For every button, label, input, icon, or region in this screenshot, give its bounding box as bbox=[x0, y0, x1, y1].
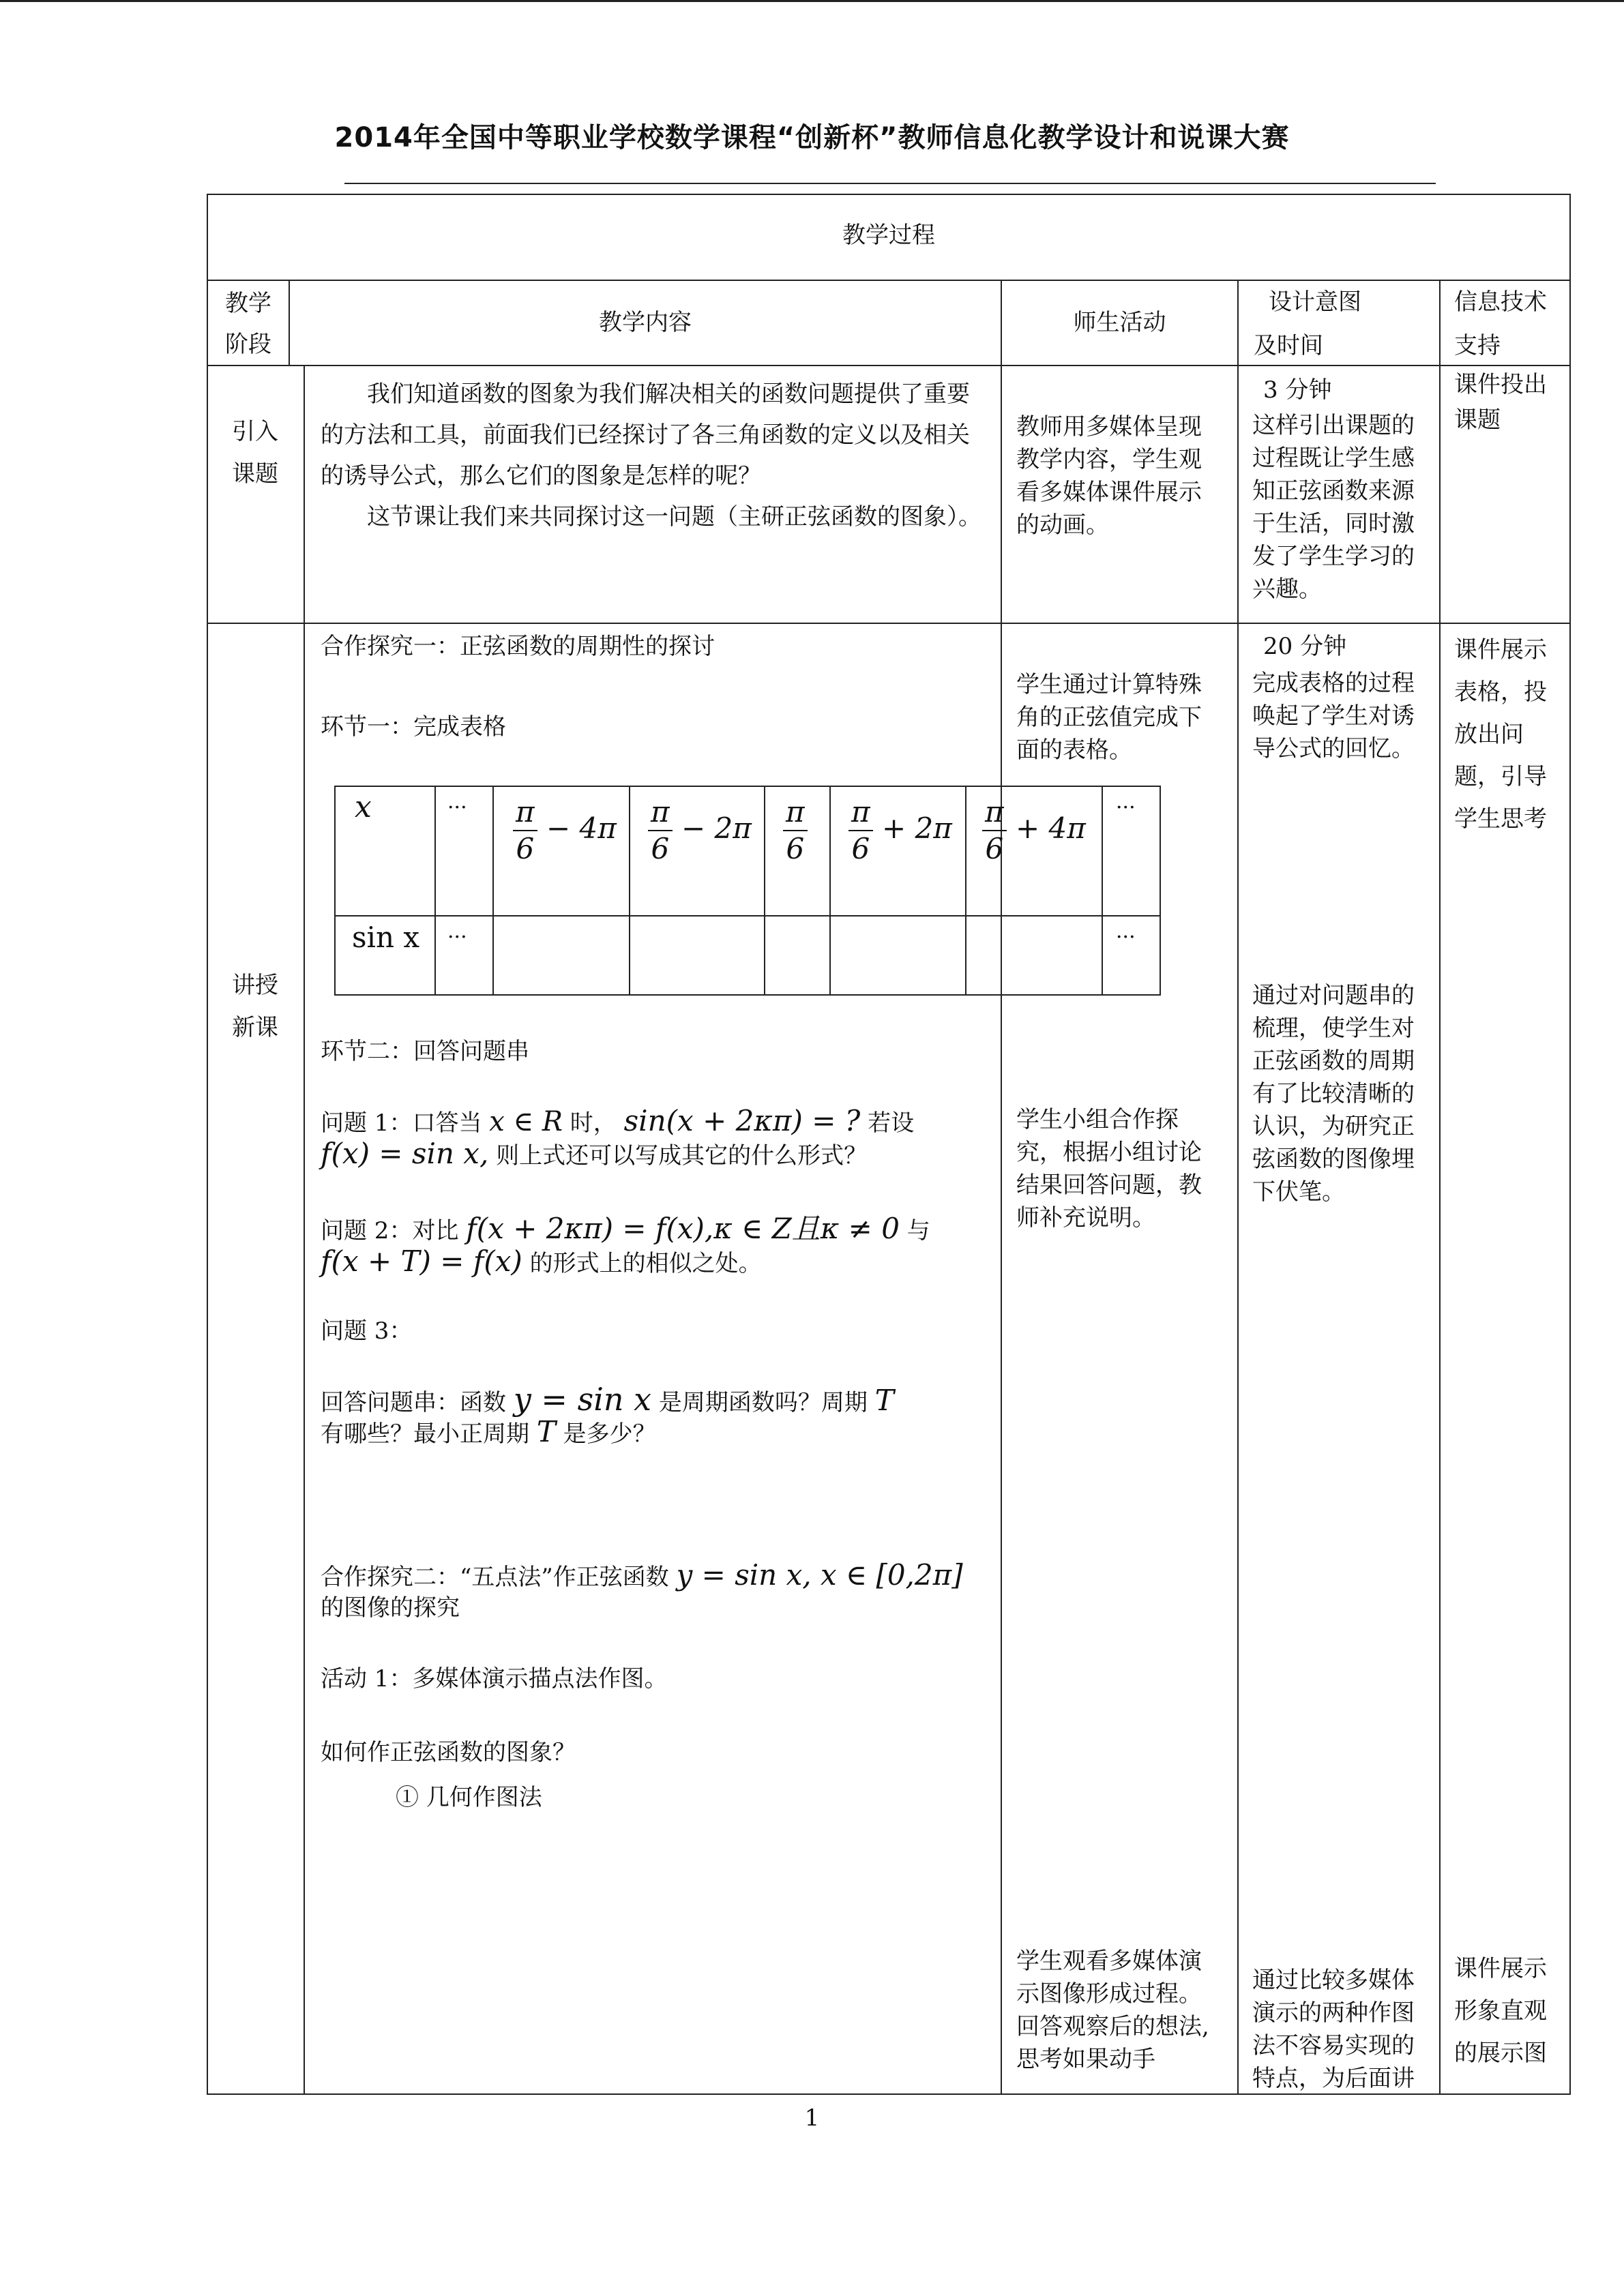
header-it-line1: 信息技术 bbox=[1454, 288, 1547, 316]
frac-den: 6 bbox=[851, 832, 870, 865]
cell-dots-4: ··· bbox=[1116, 925, 1136, 949]
cell-pi6-plus2pi bbox=[848, 794, 952, 867]
q4-y-sinx: y = sin x bbox=[513, 1381, 652, 1418]
plus-4pi: + 4π bbox=[1015, 811, 1086, 845]
q4-t-2: T bbox=[536, 1415, 556, 1448]
q4-text-c: 有哪些？最小正周期 bbox=[321, 1420, 529, 1448]
inner-col-7 bbox=[1102, 786, 1103, 996]
frac-num: π bbox=[648, 794, 673, 831]
lecture-it-a: 课件展示表格，投放出问题，引导学生思考 bbox=[1454, 636, 1547, 833]
col-rule-4 bbox=[1439, 280, 1441, 2095]
frac-den: 6 bbox=[651, 832, 670, 865]
header-activity: 师生活动 bbox=[1073, 309, 1166, 336]
how-to-graph: 如何作正弦函数的图象？ bbox=[321, 1739, 576, 1766]
frac-num: π bbox=[513, 794, 537, 831]
q1-text-a: 问题 1：口答当 bbox=[321, 1109, 482, 1137]
cell-pi6-minus4pi bbox=[513, 794, 617, 867]
document-title: 2014年全国中等职业学校数学课程“创新杯”教师信息化教学设计和说课大赛 bbox=[334, 122, 1290, 153]
q2-f-period: f(x + 2κπ) = f(x),κ ∈ Z且κ ≠ 0 bbox=[466, 1212, 900, 1245]
q2-f-t: f(x + T) = f(x) bbox=[321, 1244, 522, 1278]
inner-col-6 bbox=[965, 786, 966, 996]
top-border bbox=[0, 0, 1624, 2]
q4-t-1: T bbox=[874, 1384, 894, 1417]
explore2-text-a: 合作探究二：“五点法”作正弦函数 bbox=[321, 1564, 669, 1591]
explore2-line1 bbox=[321, 1559, 989, 1594]
cell-sinx bbox=[352, 921, 419, 955]
cell-pi6-minus2pi bbox=[648, 794, 752, 867]
rule-intro bbox=[207, 623, 1571, 624]
lecture-activity-a: 学生通过计算特殊角的正弦值完成下面的表格。 bbox=[1016, 671, 1202, 764]
intro-it-support: 课件投出课题 bbox=[1454, 371, 1547, 434]
inner-col-4 bbox=[764, 786, 765, 996]
header-content: 教学内容 bbox=[599, 309, 692, 336]
intro-content-p2: 这节课让我们来共同探讨这一问题（主研正弦函数的图象）。 bbox=[367, 503, 981, 531]
intro-design: 这样引出课题的过程既让学生感知正弦函数来源于生活，同时激发了学生学习的兴趣。 bbox=[1252, 412, 1415, 603]
sinx-label: sin x bbox=[352, 921, 420, 954]
col-rule-2 bbox=[1001, 280, 1002, 2095]
cell-dots-3: ··· bbox=[447, 925, 467, 949]
col-rule-3 bbox=[1237, 280, 1239, 2095]
q4-text-d: 是多少？ bbox=[563, 1420, 656, 1448]
q1-text-c: 若设 bbox=[868, 1109, 915, 1137]
header-stage-line2: 阶段 bbox=[225, 331, 271, 358]
minus-4pi: − 4π bbox=[546, 811, 617, 845]
frac-den: 6 bbox=[985, 832, 1004, 865]
explore2-line2: 的图像的探究 bbox=[321, 1594, 460, 1622]
q1-x-in-r: x ∈ R bbox=[489, 1106, 563, 1137]
q2-text-a: 问题 2：对比 bbox=[321, 1217, 459, 1244]
q1-text-b: 时， bbox=[570, 1109, 617, 1137]
lecture-stage-line1: 讲授 bbox=[232, 972, 278, 999]
question-3: 问题 3： bbox=[321, 1317, 413, 1345]
q2-text-b: 与 bbox=[906, 1217, 930, 1244]
question-2-line2 bbox=[321, 1245, 989, 1280]
intro-design-time: 3 分钟 bbox=[1263, 376, 1332, 404]
frac-den: 6 bbox=[786, 832, 805, 865]
minus-2pi: − 2π bbox=[681, 811, 752, 845]
col-rule-1b bbox=[304, 365, 305, 2095]
inner-row-rule bbox=[334, 915, 1161, 916]
page-number: 1 bbox=[804, 2104, 820, 2132]
rule-header bbox=[207, 365, 1571, 366]
frac-num: π bbox=[783, 794, 808, 831]
frac-num: π bbox=[848, 794, 873, 831]
inner-col-2 bbox=[492, 786, 494, 996]
lecture-stage-line2: 新课 bbox=[232, 1014, 278, 1041]
intro-stage-line2: 课题 bbox=[232, 460, 278, 488]
question-series-line1 bbox=[321, 1383, 989, 1419]
lecture-activity-c: 学生观看多媒体演示图像形成过程。回答观察后的想法,思考如果动手 bbox=[1016, 1948, 1209, 2073]
question-1-line1 bbox=[321, 1105, 989, 1139]
cell-dots-2: ··· bbox=[1116, 796, 1136, 820]
lecture-activity-b: 学生小组合作探究，根据小组讨论结果回答问题，教师补充说明。 bbox=[1016, 1106, 1202, 1232]
inner-col-5 bbox=[829, 786, 831, 996]
cell-pi6 bbox=[783, 794, 808, 867]
cell-dots-1: ··· bbox=[447, 796, 467, 820]
rule-caption bbox=[207, 280, 1571, 281]
question-series-line2 bbox=[321, 1416, 989, 1450]
question-2-line1 bbox=[321, 1212, 989, 1247]
q1-text-d: 则上式还可以写成其它的什么形式？ bbox=[496, 1142, 868, 1169]
header-it-line2: 支持 bbox=[1454, 332, 1501, 359]
question-1-line2 bbox=[321, 1137, 989, 1172]
method-geometric: ① 几何作图法 bbox=[396, 1784, 542, 1811]
q4-text-a: 回答问题串：函数 bbox=[321, 1389, 506, 1416]
header-design-line1: 设计意图 bbox=[1269, 288, 1361, 316]
table-caption: 教学过程 bbox=[842, 222, 935, 249]
intro-content-p1: 我们知道函数的图象为我们解决相关的函数问题提供了重要的方法和工具，前面我们已经探讨了各三角函数的定义以及相关的诱导公式，那么它们的图象是怎样的呢？ bbox=[321, 381, 970, 490]
lecture-design-c: 通过比较多媒体演示的两种作图法不容易实现的特点，为后面讲 bbox=[1252, 1967, 1415, 2092]
explore2-formula: y = sin x, x ∈ [0,2π] bbox=[676, 1558, 963, 1592]
q1-sin-expr: sin(x + 2κπ) = ? bbox=[623, 1104, 861, 1137]
title-underline bbox=[344, 183, 1436, 184]
header-design-line2: 及时间 bbox=[1254, 332, 1323, 359]
lecture-design-a: 完成表格的过程唤起了学生对诱导公式的回忆。 bbox=[1252, 670, 1415, 762]
q2-text-c: 的形式上的相似之处。 bbox=[529, 1250, 762, 1277]
explore1-heading: 合作探究一：正弦函数的周期性的探讨 bbox=[321, 633, 715, 660]
inner-col-1 bbox=[434, 786, 436, 996]
frac-den: 6 bbox=[516, 832, 535, 865]
intro-stage-line1: 引入 bbox=[232, 418, 278, 445]
inner-col-3 bbox=[629, 786, 630, 996]
lecture-design-b: 通过对问题串的梳理，使学生对正弦函数的周期有了比较清晰的认识，为研究正弦函数的图像埋下伏笔。 bbox=[1252, 982, 1415, 1206]
activity-1: 活动 1：多媒体演示描点法作图。 bbox=[321, 1665, 668, 1693]
cell-x-header: x bbox=[355, 790, 372, 824]
q1-f-def: f(x) = sin x, bbox=[321, 1137, 489, 1170]
header-stage-line1: 教学 bbox=[225, 290, 271, 317]
lecture-design-time: 20 分钟 bbox=[1263, 633, 1347, 660]
q4-text-b: 是周期函数吗？周期 bbox=[658, 1389, 868, 1416]
plus-2pi: + 2π bbox=[881, 811, 952, 845]
lecture-it-b: 课件展示形象直观的展示图 bbox=[1454, 1955, 1547, 2067]
intro-activity: 教师用多媒体呈现教学内容，学生观看多媒体课件展示的动画。 bbox=[1016, 413, 1202, 539]
step2-heading: 环节二：回答问题串 bbox=[321, 1038, 529, 1065]
frac-num: π bbox=[982, 794, 1007, 831]
cell-pi6-plus4pi bbox=[982, 794, 1086, 867]
step1-heading: 环节一：完成表格 bbox=[321, 713, 506, 741]
